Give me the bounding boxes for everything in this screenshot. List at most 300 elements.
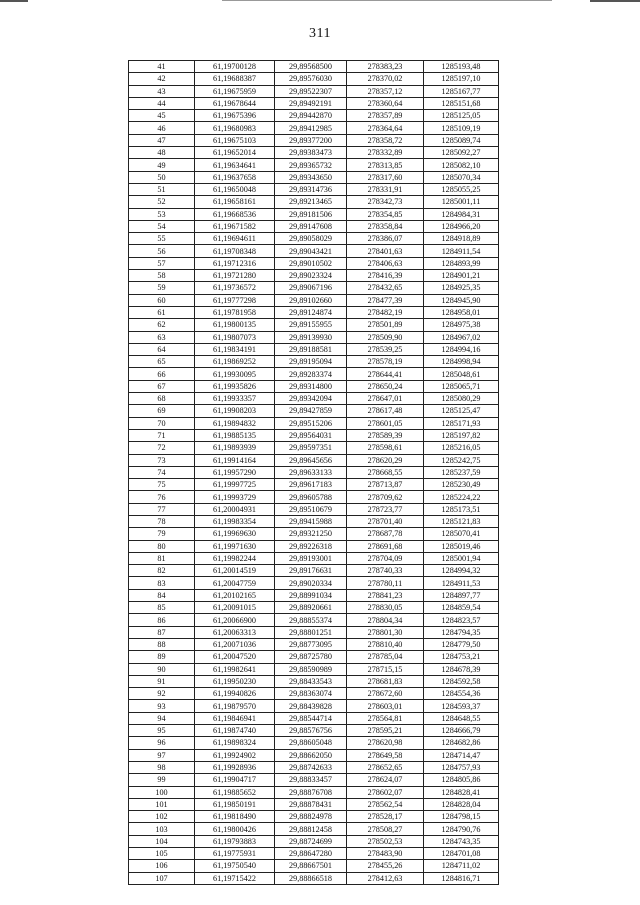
x-coordinate-cell: 278482,19 [347,306,424,318]
point-number-cell: 67 [129,380,195,392]
longitude-cell: 29,89195094 [275,356,347,368]
table-row [129,233,499,245]
longitude-cell: 29,88662050 [275,749,347,761]
x-coordinate-cell: 278620,29 [347,454,424,466]
longitude-cell: 29,88742633 [275,761,347,773]
y-coordinate-cell: 1284859,54 [424,602,499,614]
y-coordinate-cell: 1285193,48 [424,61,499,73]
point-number-cell: 92 [129,688,195,700]
y-coordinate-cell: 1284918,89 [424,233,499,245]
y-coordinate-cell: 1285224,22 [424,491,499,503]
x-coordinate-cell: 278601,05 [347,417,424,429]
y-coordinate-cell: 1285121,83 [424,515,499,527]
table-row [129,159,499,171]
point-number-cell: 102 [129,811,195,823]
longitude-cell: 29,89147608 [275,220,347,232]
latitude-cell: 61,20091015 [195,602,275,614]
longitude-cell: 29,89568500 [275,61,347,73]
longitude-cell: 29,89124874 [275,306,347,318]
table-row [129,688,499,700]
point-number-cell: 52 [129,196,195,208]
longitude-cell: 29,89633133 [275,466,347,478]
point-number-cell: 50 [129,171,195,183]
x-coordinate-cell: 278672,60 [347,688,424,700]
table-row [129,602,499,614]
table-row [129,257,499,269]
latitude-cell: 61,19680983 [195,122,275,134]
longitude-cell: 29,89023324 [275,270,347,282]
latitude-cell: 61,19914164 [195,454,275,466]
table-row [129,540,499,552]
x-coordinate-cell: 278602,07 [347,786,424,798]
x-coordinate-cell: 278432,65 [347,282,424,294]
table-row [129,749,499,761]
table-row [129,663,499,675]
longitude-cell: 29,89188581 [275,343,347,355]
point-number-cell: 86 [129,614,195,626]
x-coordinate-cell: 278317,60 [347,171,424,183]
latitude-cell: 61,19800426 [195,823,275,835]
y-coordinate-cell: 1285055,25 [424,183,499,195]
x-coordinate-cell: 278401,63 [347,245,424,257]
table-row [129,835,499,847]
table-row [129,245,499,257]
latitude-cell: 61,19700128 [195,61,275,73]
table-row [129,626,499,638]
latitude-cell: 61,19957290 [195,466,275,478]
longitude-cell: 29,88439828 [275,700,347,712]
x-coordinate-cell: 278668,55 [347,466,424,478]
latitude-cell: 61,19885135 [195,429,275,441]
longitude-cell: 29,88433543 [275,675,347,687]
longitude-cell: 29,88812458 [275,823,347,835]
longitude-cell: 29,89412985 [275,122,347,134]
point-number-cell: 64 [129,343,195,355]
y-coordinate-cell: 1284757,93 [424,761,499,773]
table-row [129,356,499,368]
longitude-cell: 29,89193001 [275,552,347,564]
table-row [129,73,499,85]
x-coordinate-cell: 278455,26 [347,860,424,872]
point-number-cell: 73 [129,454,195,466]
latitude-cell: 61,19928936 [195,761,275,773]
table-row [129,700,499,712]
x-coordinate-cell: 278539,25 [347,343,424,355]
point-number-cell: 83 [129,577,195,589]
x-coordinate-cell: 278589,39 [347,429,424,441]
longitude-cell: 29,89181506 [275,208,347,220]
latitude-cell: 61,19775931 [195,848,275,860]
y-coordinate-cell: 1285080,29 [424,393,499,405]
longitude-cell: 29,88647280 [275,848,347,860]
point-number-cell: 97 [129,749,195,761]
latitude-cell: 61,19874740 [195,725,275,737]
latitude-cell: 61,20047759 [195,577,275,589]
point-number-cell: 68 [129,393,195,405]
longitude-cell: 29,89415988 [275,515,347,527]
y-coordinate-cell: 1284790,76 [424,823,499,835]
latitude-cell: 61,19777298 [195,294,275,306]
x-coordinate-cell: 278477,39 [347,294,424,306]
latitude-cell: 61,19678644 [195,97,275,109]
latitude-cell: 61,19807073 [195,331,275,343]
y-coordinate-cell: 1285089,74 [424,134,499,146]
table-row [129,577,499,589]
x-coordinate-cell: 278649,58 [347,749,424,761]
latitude-cell: 61,19997725 [195,479,275,491]
latitude-cell: 61,19930095 [195,368,275,380]
y-coordinate-cell: 1285070,34 [424,171,499,183]
point-number-cell: 84 [129,589,195,601]
x-coordinate-cell: 278364,64 [347,122,424,134]
longitude-cell: 29,88724699 [275,835,347,847]
x-coordinate-cell: 278528,17 [347,811,424,823]
longitude-cell: 29,89321250 [275,528,347,540]
latitude-cell: 61,19708348 [195,245,275,257]
y-coordinate-cell: 1284911,54 [424,245,499,257]
y-coordinate-cell: 1284648,55 [424,712,499,724]
point-number-cell: 69 [129,405,195,417]
point-number-cell: 100 [129,786,195,798]
y-coordinate-cell: 1284805,86 [424,774,499,786]
table-row [129,528,499,540]
y-coordinate-cell: 1284666,79 [424,725,499,737]
x-coordinate-cell: 278723,77 [347,503,424,515]
latitude-cell: 61,19982641 [195,663,275,675]
table-row [129,183,499,195]
longitude-cell: 29,88876708 [275,786,347,798]
x-coordinate-cell: 278332,89 [347,147,424,159]
longitude-cell: 29,89645656 [275,454,347,466]
latitude-cell: 61,19983354 [195,515,275,527]
latitude-cell: 61,19924902 [195,749,275,761]
x-coordinate-cell: 278647,01 [347,393,424,405]
longitude-cell: 29,88773095 [275,638,347,650]
latitude-cell: 61,19650048 [195,183,275,195]
y-coordinate-cell: 1284945,90 [424,294,499,306]
top-rule-left [0,0,28,2]
y-coordinate-cell: 1285242,75 [424,454,499,466]
table-row [129,282,499,294]
point-number-cell: 74 [129,466,195,478]
longitude-cell: 29,89564031 [275,429,347,441]
table-row [129,343,499,355]
longitude-cell: 29,88576756 [275,725,347,737]
table-row [129,368,499,380]
table-row [129,454,499,466]
longitude-cell: 29,88725780 [275,651,347,663]
point-number-cell: 54 [129,220,195,232]
longitude-cell: 29,89597351 [275,442,347,454]
y-coordinate-cell: 1285197,10 [424,73,499,85]
x-coordinate-cell: 278406,63 [347,257,424,269]
table-row [129,491,499,503]
longitude-cell: 29,89442870 [275,110,347,122]
x-coordinate-cell: 278810,40 [347,638,424,650]
x-coordinate-cell: 278687,78 [347,528,424,540]
longitude-cell: 29,89492191 [275,97,347,109]
table-row [129,134,499,146]
table-row [129,798,499,810]
x-coordinate-cell: 278650,24 [347,380,424,392]
y-coordinate-cell: 1284893,99 [424,257,499,269]
longitude-cell: 29,89342094 [275,393,347,405]
latitude-cell: 61,19950230 [195,675,275,687]
point-number-cell: 80 [129,540,195,552]
table-row [129,848,499,860]
point-number-cell: 81 [129,552,195,564]
point-number-cell: 104 [129,835,195,847]
top-rule-right [590,0,640,2]
table-row [129,515,499,527]
x-coordinate-cell: 278509,90 [347,331,424,343]
x-coordinate-cell: 278652,65 [347,761,424,773]
x-coordinate-cell: 278416,39 [347,270,424,282]
latitude-cell: 61,19800135 [195,319,275,331]
point-number-cell: 90 [129,663,195,675]
x-coordinate-cell: 278383,23 [347,61,424,73]
y-coordinate-cell: 1284779,50 [424,638,499,650]
latitude-cell: 61,19885652 [195,786,275,798]
y-coordinate-cell: 1285070,41 [424,528,499,540]
table-row [129,331,499,343]
x-coordinate-cell: 278578,19 [347,356,424,368]
latitude-cell: 61,19894832 [195,417,275,429]
x-coordinate-cell: 278483,90 [347,848,424,860]
longitude-cell: 29,89058029 [275,233,347,245]
longitude-cell: 29,89139930 [275,331,347,343]
longitude-cell: 29,88920661 [275,602,347,614]
y-coordinate-cell: 1285082,10 [424,159,499,171]
longitude-cell: 29,89383473 [275,147,347,159]
y-coordinate-cell: 1285230,49 [424,479,499,491]
y-coordinate-cell: 1285109,19 [424,122,499,134]
y-coordinate-cell: 1284958,01 [424,306,499,318]
table-row [129,761,499,773]
longitude-cell: 29,88833457 [275,774,347,786]
x-coordinate-cell: 278785,04 [347,651,424,663]
x-coordinate-cell: 278412,63 [347,872,424,884]
x-coordinate-cell: 278701,40 [347,515,424,527]
x-coordinate-cell: 278358,84 [347,220,424,232]
table-row [129,466,499,478]
point-number-cell: 103 [129,823,195,835]
point-number-cell: 56 [129,245,195,257]
table-row [129,552,499,564]
y-coordinate-cell: 1284984,31 [424,208,499,220]
longitude-cell: 29,88855374 [275,614,347,626]
latitude-cell: 61,19969630 [195,528,275,540]
y-coordinate-cell: 1285167,77 [424,85,499,97]
y-coordinate-cell: 1285197,82 [424,429,499,441]
longitude-cell: 29,89155955 [275,319,347,331]
longitude-cell: 29,89510679 [275,503,347,515]
table-row [129,589,499,601]
x-coordinate-cell: 278357,89 [347,110,424,122]
table-row [129,393,499,405]
y-coordinate-cell: 1285216,05 [424,442,499,454]
y-coordinate-cell: 1285125,05 [424,110,499,122]
y-coordinate-cell: 1284711,02 [424,860,499,872]
point-number-cell: 78 [129,515,195,527]
latitude-cell: 61,19971630 [195,540,275,552]
latitude-cell: 61,20047520 [195,651,275,663]
latitude-cell: 61,19846941 [195,712,275,724]
table-row [129,319,499,331]
y-coordinate-cell: 1285001,94 [424,552,499,564]
latitude-cell: 61,20102165 [195,589,275,601]
longitude-cell: 29,89067196 [275,282,347,294]
point-number-cell: 44 [129,97,195,109]
table-row [129,651,499,663]
latitude-cell: 61,20004931 [195,503,275,515]
point-number-cell: 53 [129,208,195,220]
point-number-cell: 58 [129,270,195,282]
latitude-cell: 61,19904717 [195,774,275,786]
longitude-cell: 29,89213465 [275,196,347,208]
table-row [129,811,499,823]
x-coordinate-cell: 278709,62 [347,491,424,503]
table-row [129,614,499,626]
y-coordinate-cell: 1284554,36 [424,688,499,700]
longitude-cell: 29,88866518 [275,872,347,884]
point-number-cell: 105 [129,848,195,860]
latitude-cell: 61,19675396 [195,110,275,122]
point-number-cell: 47 [129,134,195,146]
longitude-cell: 29,89427859 [275,405,347,417]
y-coordinate-cell: 1284994,16 [424,343,499,355]
point-number-cell: 89 [129,651,195,663]
latitude-cell: 61,20063313 [195,626,275,638]
x-coordinate-cell: 278502,53 [347,835,424,847]
table-row [129,823,499,835]
point-number-cell: 41 [129,61,195,73]
point-number-cell: 57 [129,257,195,269]
table-row [129,725,499,737]
y-coordinate-cell: 1284901,21 [424,270,499,282]
latitude-cell: 61,19898324 [195,737,275,749]
table-row [129,97,499,109]
latitude-cell: 61,19869252 [195,356,275,368]
point-number-cell: 51 [129,183,195,195]
latitude-cell: 61,19908203 [195,405,275,417]
latitude-cell: 61,20066900 [195,614,275,626]
latitude-cell: 61,19688387 [195,73,275,85]
table-row [129,220,499,232]
latitude-cell: 61,19675103 [195,134,275,146]
latitude-cell: 61,19652014 [195,147,275,159]
x-coordinate-cell: 278715,15 [347,663,424,675]
latitude-cell: 61,19793883 [195,835,275,847]
y-coordinate-cell: 1284925,35 [424,282,499,294]
longitude-cell: 29,89043421 [275,245,347,257]
longitude-cell: 29,88991034 [275,589,347,601]
point-number-cell: 61 [129,306,195,318]
latitude-cell: 61,19721280 [195,270,275,282]
table-row [129,270,499,282]
longitude-cell: 29,89176631 [275,565,347,577]
point-number-cell: 106 [129,860,195,872]
y-coordinate-cell: 1284678,39 [424,663,499,675]
table-row [129,122,499,134]
table-row [129,85,499,97]
longitude-cell: 29,89617183 [275,479,347,491]
point-number-cell: 101 [129,798,195,810]
y-coordinate-cell: 1284975,38 [424,319,499,331]
x-coordinate-cell: 278360,64 [347,97,424,109]
latitude-cell: 61,19935826 [195,380,275,392]
point-number-cell: 76 [129,491,195,503]
longitude-cell: 29,88824978 [275,811,347,823]
y-coordinate-cell: 1284593,37 [424,700,499,712]
latitude-cell: 61,19933357 [195,393,275,405]
table-row [129,405,499,417]
point-number-cell: 46 [129,122,195,134]
x-coordinate-cell: 278354,85 [347,208,424,220]
x-coordinate-cell: 278598,61 [347,442,424,454]
point-number-cell: 87 [129,626,195,638]
point-number-cell: 95 [129,725,195,737]
y-coordinate-cell: 1284753,21 [424,651,499,663]
x-coordinate-cell: 278595,21 [347,725,424,737]
point-number-cell: 85 [129,602,195,614]
table-row [129,675,499,687]
point-number-cell: 63 [129,331,195,343]
y-coordinate-cell: 1284967,02 [424,331,499,343]
longitude-cell: 29,89515206 [275,417,347,429]
table-row [129,737,499,749]
longitude-cell: 29,89020334 [275,577,347,589]
latitude-cell: 61,19940826 [195,688,275,700]
point-number-cell: 60 [129,294,195,306]
y-coordinate-cell: 1285125,47 [424,405,499,417]
latitude-cell: 61,19671582 [195,220,275,232]
y-coordinate-cell: 1284816,71 [424,872,499,884]
latitude-cell: 61,19675959 [195,85,275,97]
point-number-cell: 72 [129,442,195,454]
longitude-cell: 29,88363074 [275,688,347,700]
y-coordinate-cell: 1284897,77 [424,589,499,601]
x-coordinate-cell: 278624,07 [347,774,424,786]
y-coordinate-cell: 1284911,53 [424,577,499,589]
point-number-cell: 55 [129,233,195,245]
latitude-cell: 61,19893939 [195,442,275,454]
longitude-cell: 29,89283374 [275,368,347,380]
point-number-cell: 49 [129,159,195,171]
point-number-cell: 94 [129,712,195,724]
latitude-cell: 61,19834191 [195,343,275,355]
y-coordinate-cell: 1284592,58 [424,675,499,687]
x-coordinate-cell: 278370,02 [347,73,424,85]
x-coordinate-cell: 278357,12 [347,85,424,97]
point-number-cell: 79 [129,528,195,540]
top-rule-mid [222,0,552,1]
x-coordinate-cell: 278801,30 [347,626,424,638]
point-number-cell: 65 [129,356,195,368]
latitude-cell: 61,19634641 [195,159,275,171]
x-coordinate-cell: 278804,34 [347,614,424,626]
longitude-cell: 29,89226318 [275,540,347,552]
longitude-cell: 29,88878431 [275,798,347,810]
page-number: 311 [309,26,331,41]
coordinates-table [128,60,499,885]
x-coordinate-cell: 278620,98 [347,737,424,749]
table-row [129,306,499,318]
table-row [129,110,499,122]
point-number-cell: 98 [129,761,195,773]
point-number-cell: 42 [129,73,195,85]
point-number-cell: 59 [129,282,195,294]
